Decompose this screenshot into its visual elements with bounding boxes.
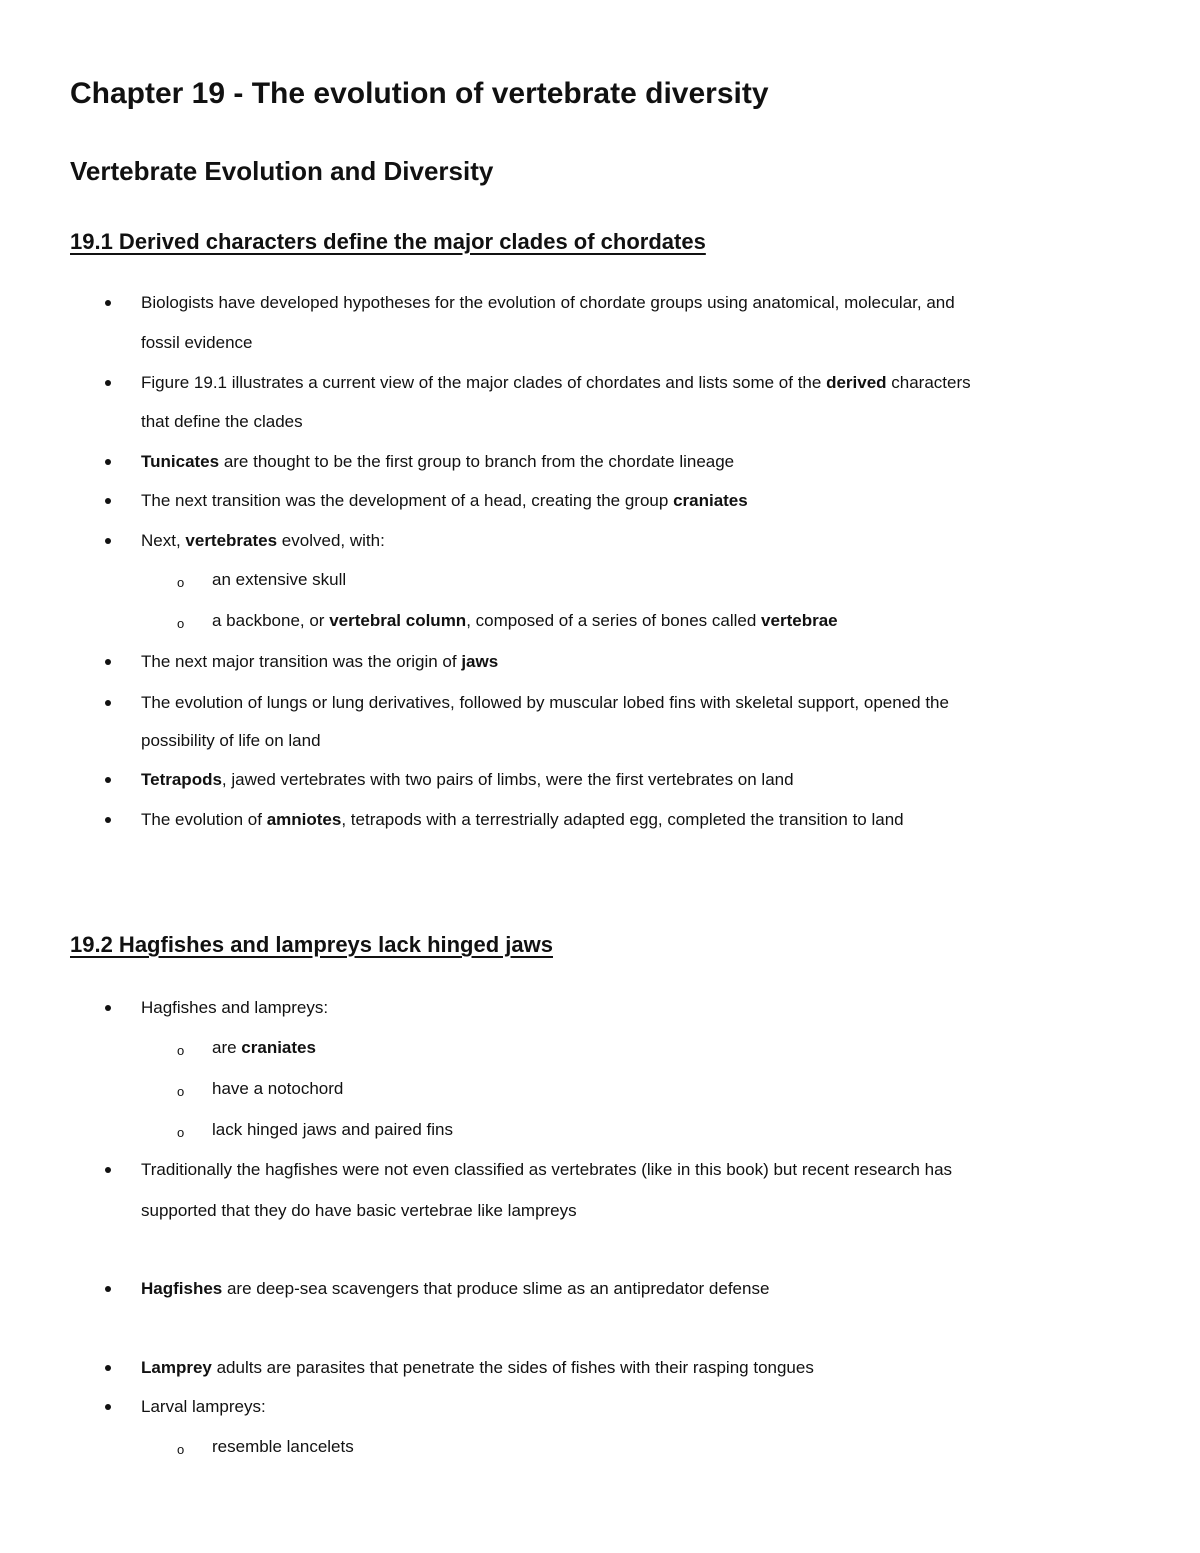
bullet-icon	[105, 700, 111, 706]
s1-bullet-5-sub-2: a backbone, or vertebral column, composed of a series of bones called vertebrae	[212, 611, 838, 630]
section-title: Vertebrate Evolution and Diversity	[70, 156, 494, 186]
bullet-icon	[105, 1167, 111, 1173]
bullet-icon	[105, 538, 111, 544]
s2-bullet-5-sub-1: resemble lancelets	[212, 1437, 354, 1456]
bullet-icon	[105, 1286, 111, 1292]
s1-bullet-9: The evolution of amniotes, tetrapods with a terrestrially adapted egg, completed the transition to land	[141, 810, 904, 829]
bullet-icon	[105, 300, 111, 306]
s1-bullet-6: The next major transition was the origin of jaws	[141, 652, 499, 671]
bullet-icon	[105, 380, 111, 386]
s1-bullet-7-line-2: possibility of life on land	[141, 731, 321, 750]
bullet-icon	[105, 1005, 111, 1011]
s1-bullet-8: Tetrapods, jawed vertebrates with two pairs of limbs, were the first vertebrates on land	[141, 770, 794, 789]
s2-bullet-1: Hagfishes and lampreys:	[141, 998, 329, 1017]
bullet-icon	[105, 1365, 111, 1371]
s1-bullet-5: Next, vertebrates evolved, with:	[141, 531, 385, 550]
s1-bullet-4: The next transition was the development of a head, creating the group craniates	[141, 491, 748, 510]
s1-bullet-2-line-1: Figure 19.1 illustrates a current view of the major clades of chordates and lists some of the derived characters	[141, 373, 971, 392]
chapter-title: Chapter 19 - The evolution of vertebrate diversity	[70, 77, 769, 110]
bullet-icon	[105, 498, 111, 504]
s1-bullet-2-line-2: that define the clades	[141, 412, 303, 431]
bullet-icon	[105, 659, 111, 665]
sub-bullet-icon: o	[177, 616, 185, 631]
sub-bullet-icon: o	[177, 575, 185, 590]
s2-bullet-4: Lamprey adults are parasites that penetrate the sides of fishes with their rasping tongues	[141, 1358, 814, 1377]
s1-bullet-1-line-2: fossil evidence	[141, 333, 253, 352]
s1-bullet-7-line-1: The evolution of lungs or lung derivatives, followed by muscular lobed fins with skeletal support, opened the	[141, 693, 949, 712]
s2-bullet-2-line-1: Traditionally the hagfishes were not even classified as vertebrates (like in this book) but recent research has	[141, 1160, 953, 1179]
sub-bullet-icon: o	[177, 1442, 185, 1457]
s2-bullet-1-sub-1: are craniates	[212, 1038, 316, 1057]
sub-bullet-icon: o	[177, 1043, 185, 1058]
section-19-1-heading: 19.1 Derived characters define the major clades of chordates	[70, 229, 706, 254]
bullet-icon	[105, 459, 111, 465]
sub-bullet-icon: o	[177, 1084, 185, 1099]
bullet-icon	[105, 817, 111, 823]
s2-bullet-1-sub-3: lack hinged jaws and paired fins	[212, 1120, 453, 1139]
s1-bullet-3: Tunicates are thought to be the first group to branch from the chordate lineage	[141, 452, 735, 471]
s2-bullet-1-sub-2: have a notochord	[212, 1079, 344, 1098]
s1-bullet-1-line-1: Biologists have developed hypotheses for the evolution of chordate groups using anatomical, molecular, and	[141, 293, 955, 312]
bullet-icon	[105, 1404, 111, 1410]
bullet-icon	[105, 777, 111, 783]
s2-bullet-2-line-2: supported that they do have basic vertebrae like lampreys	[141, 1201, 577, 1220]
s2-bullet-5: Larval lampreys:	[141, 1397, 266, 1416]
section-19-2-heading: 19.2 Hagfishes and lampreys lack hinged jaws	[70, 932, 553, 957]
s1-bullet-5-sub-1: an extensive skull	[212, 570, 347, 589]
s2-bullet-3: Hagfishes are deep-sea scavengers that produce slime as an antipredator defense	[141, 1279, 770, 1298]
sub-bullet-icon: o	[177, 1125, 185, 1140]
